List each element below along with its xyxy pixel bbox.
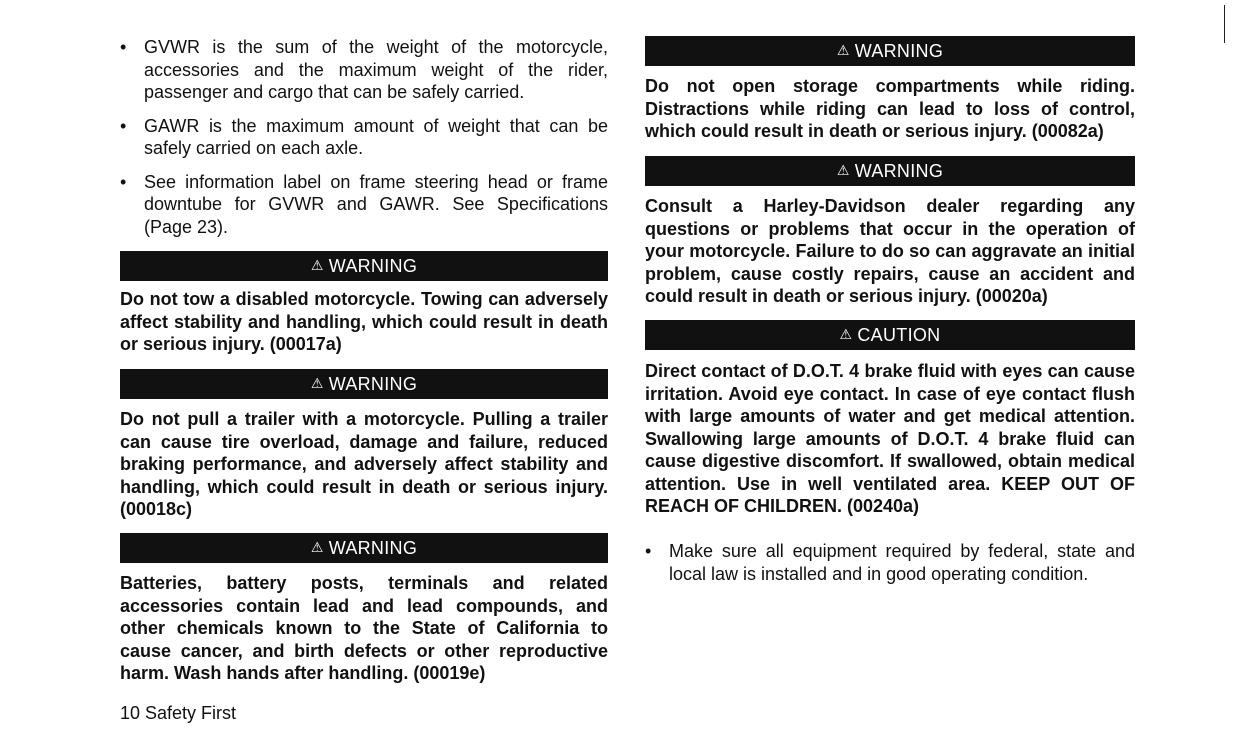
bullet-icon: • — [120, 171, 127, 192]
warning-text: Do not pull a trailer with a motorcycle. Pulling a trailer can cause tire overload, damage and failure, reduced braking performance, and adversely affect stability and handling, which could result in death or serious injury. (00018c) — [120, 409, 608, 519]
warning-banner — [120, 533, 608, 563]
warning-triangle-icon: ⚠ — [310, 256, 324, 273]
notice-storage — [645, 36, 1135, 143]
banner-label: WARNING — [328, 537, 418, 558]
bullet-text: GAWR is the maximum amount of weight that can be safely carried on each axle. — [144, 115, 608, 158]
bullet-item-gvwr — [120, 36, 608, 104]
warning-banner — [645, 156, 1135, 186]
warning-text: Do not open storage compartments while riding. Distractions while riding can lead to loss of control, which could result in death or serious injury. (00082a) — [645, 76, 1135, 141]
bullet-text: See information label on frame steering head or frame downtube for GVWR and GAWR. See Specifications (Page 23). — [144, 171, 608, 237]
notice-batteries — [120, 533, 608, 685]
warning-banner — [120, 251, 608, 281]
banner-label: WARNING — [328, 255, 418, 276]
warning-triangle-icon: ⚠ — [310, 538, 324, 555]
warning-triangle-icon: ⚠ — [310, 374, 324, 391]
bullet-item-equipment — [645, 540, 1135, 585]
bullet-icon: • — [120, 37, 127, 57]
warning-banner — [120, 369, 608, 399]
page-footer: 10 Safety First — [120, 703, 237, 723]
bullet-text: Make sure all equipment required by federal, state and local law is installed and in good operating condition. — [669, 541, 1135, 584]
banner-label: WARNING — [854, 40, 944, 61]
banner-label: CAUTION — [857, 324, 941, 345]
warning-text: Consult a Harley-Davidson dealer regarding any questions or problems that occur in the operation of your motorcycle. Failure to do so can aggravate an initial problem, cause costly repairs, cause an accident and could result in death or serious injury. (00020a) — [645, 196, 1135, 306]
notice-brake-fluid — [645, 320, 1135, 518]
banner-label: WARNING — [328, 373, 418, 394]
warning-triangle-icon: ⚠ — [836, 161, 850, 178]
right-bullet-list — [645, 540, 1135, 596]
bullet-item-gawr — [120, 115, 608, 160]
bullet-icon: • — [645, 541, 652, 561]
warning-banner — [645, 36, 1135, 66]
warning-text: Do not tow a disabled motorcycle. Towing can adversely affect stability and handling, which could result in death or serious injury. (00017a) — [120, 289, 608, 354]
notice-dealer — [645, 156, 1135, 308]
banner-label: WARNING — [854, 160, 944, 181]
margin-mark — [1224, 5, 1225, 43]
caution-text: Direct contact of D.O.T. 4 brake fluid with eyes can cause irritation. Avoid eye contact. In case of eye contact flush with large amounts of water and get medical attention. Swallowing large amounts of D.O.T. 4 brake fluid can cause digestive discomfort. If swallowed, obtain medical attention. Use in well ventilated area. KEEP OUT OF REACH OF CHILDREN. (00240a) — [645, 361, 1135, 516]
bullet-icon: • — [120, 115, 127, 136]
warning-triangle-icon: ⚠ — [836, 41, 850, 58]
warning-text: Batteries, battery posts, terminals and related accessories contain lead and lead compounds, and other chemicals known to the State of California to cause cancer, and birth defects or other reproductive harm. Wash hands after handling. (00019e) — [120, 573, 608, 683]
notice-tow — [120, 251, 608, 356]
notice-trailer — [120, 369, 608, 521]
bullet-item-label-info — [120, 171, 608, 239]
bullet-text: GVWR is the sum of the weight of the motorcycle, accessories and the maximum weight of the rider, passenger and cargo that can be safely carried. — [144, 37, 608, 102]
caution-banner — [645, 320, 1135, 350]
warning-triangle-icon: ⚠ — [839, 325, 853, 342]
left-bullet-list — [120, 36, 608, 249]
